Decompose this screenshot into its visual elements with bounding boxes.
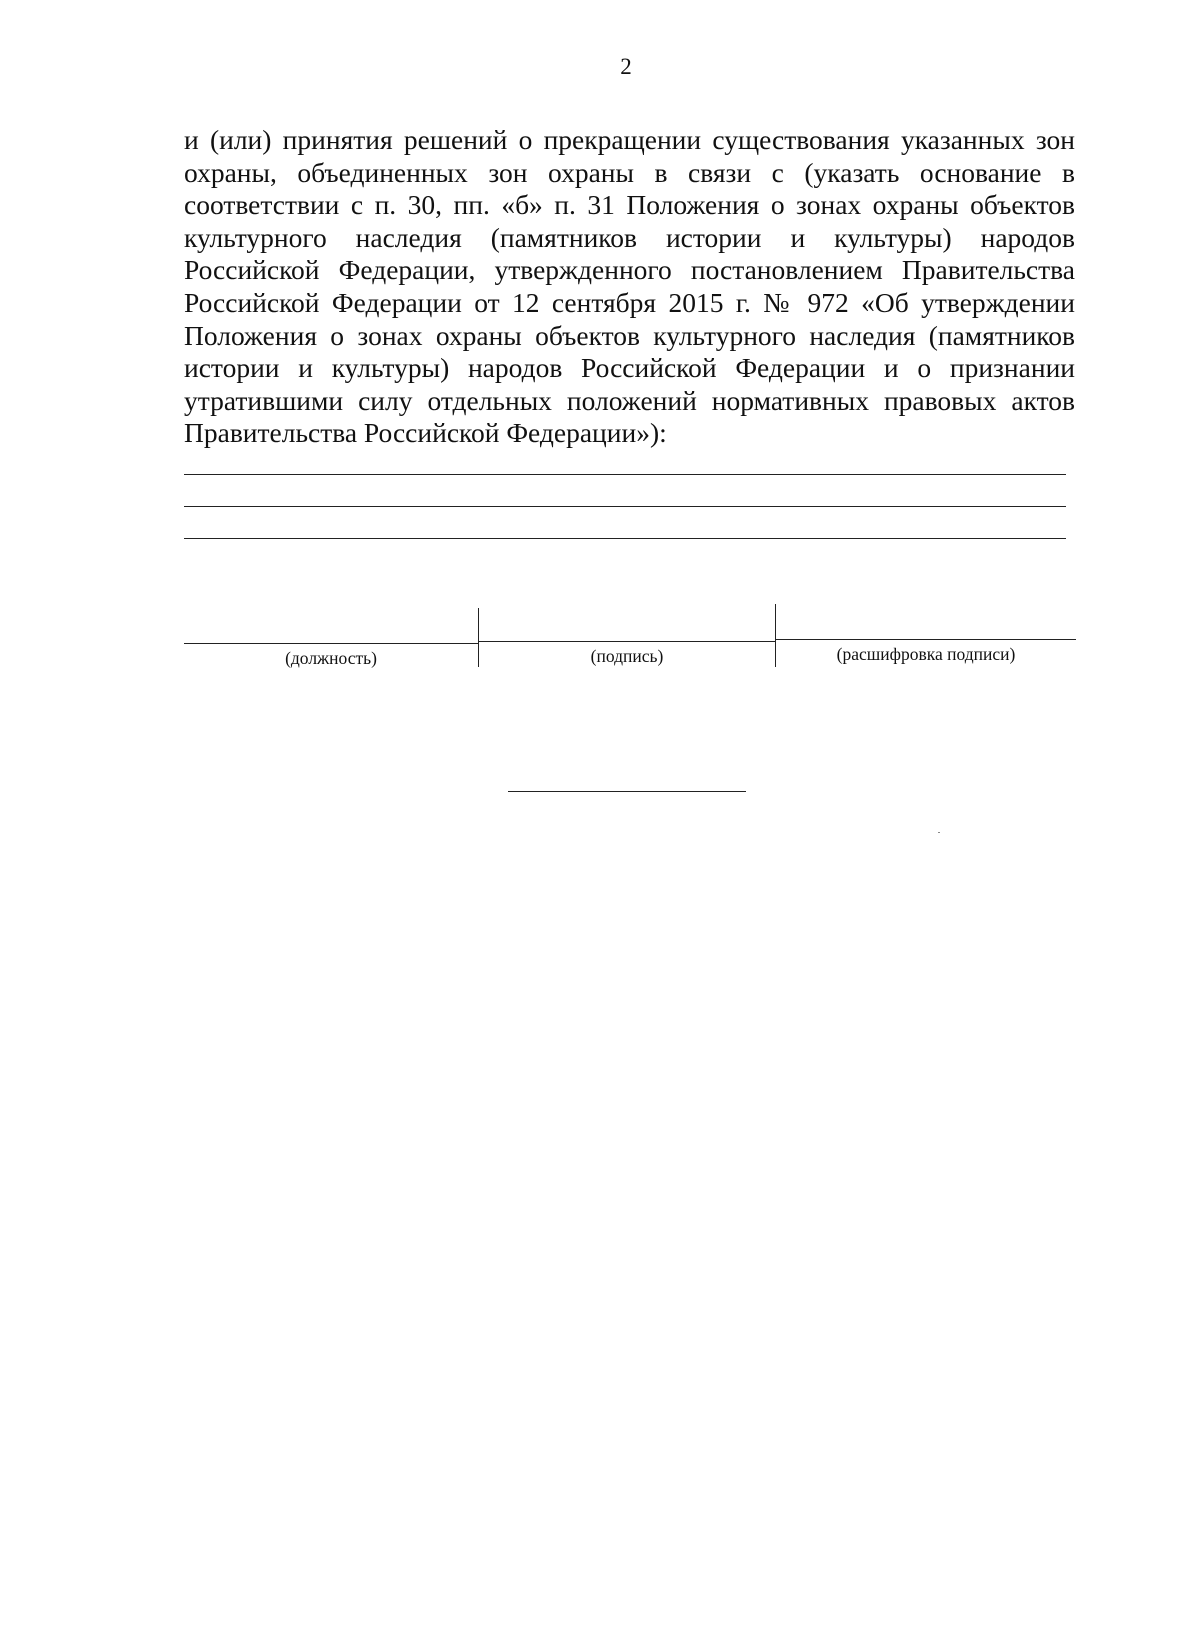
fill-in-line-2 bbox=[184, 506, 1066, 507]
body-paragraph: и (или) принятия решений о прекращении существования указанных зон охраны, объединенных зон охраны в связи с (указать основание в соответствии с п. 30, пп. «б» п. 31 Положения о зонах охраны объектов культурного наследия (памятников истории и культуры) народов Российской Федерации, утвержденного постановлением Правительства Российской Федерации от 12 сентября 2015 г. № 972 «Об утверждении Положения о зонах охраны объектов культурного наследия (памятников истории и культуры) народов Российской Федерации и о признании утратившими силу отдельных положений нормативных правовых актов Правительства Российской Федерации»): bbox=[184, 124, 1075, 449]
fill-in-line-3 bbox=[184, 538, 1066, 539]
position-line bbox=[184, 643, 478, 644]
signature-line bbox=[479, 641, 775, 642]
transcript-caption: (расшифровка подписи) bbox=[836, 644, 1016, 664]
end-of-document-rule bbox=[508, 791, 746, 792]
signature-caption: (подпись) bbox=[590, 646, 664, 666]
scan-speck bbox=[938, 832, 940, 833]
position-caption: (должность) bbox=[285, 648, 377, 668]
fill-in-line-1 bbox=[184, 474, 1066, 475]
page-number: 2 bbox=[620, 54, 632, 79]
transcript-line bbox=[776, 639, 1076, 640]
